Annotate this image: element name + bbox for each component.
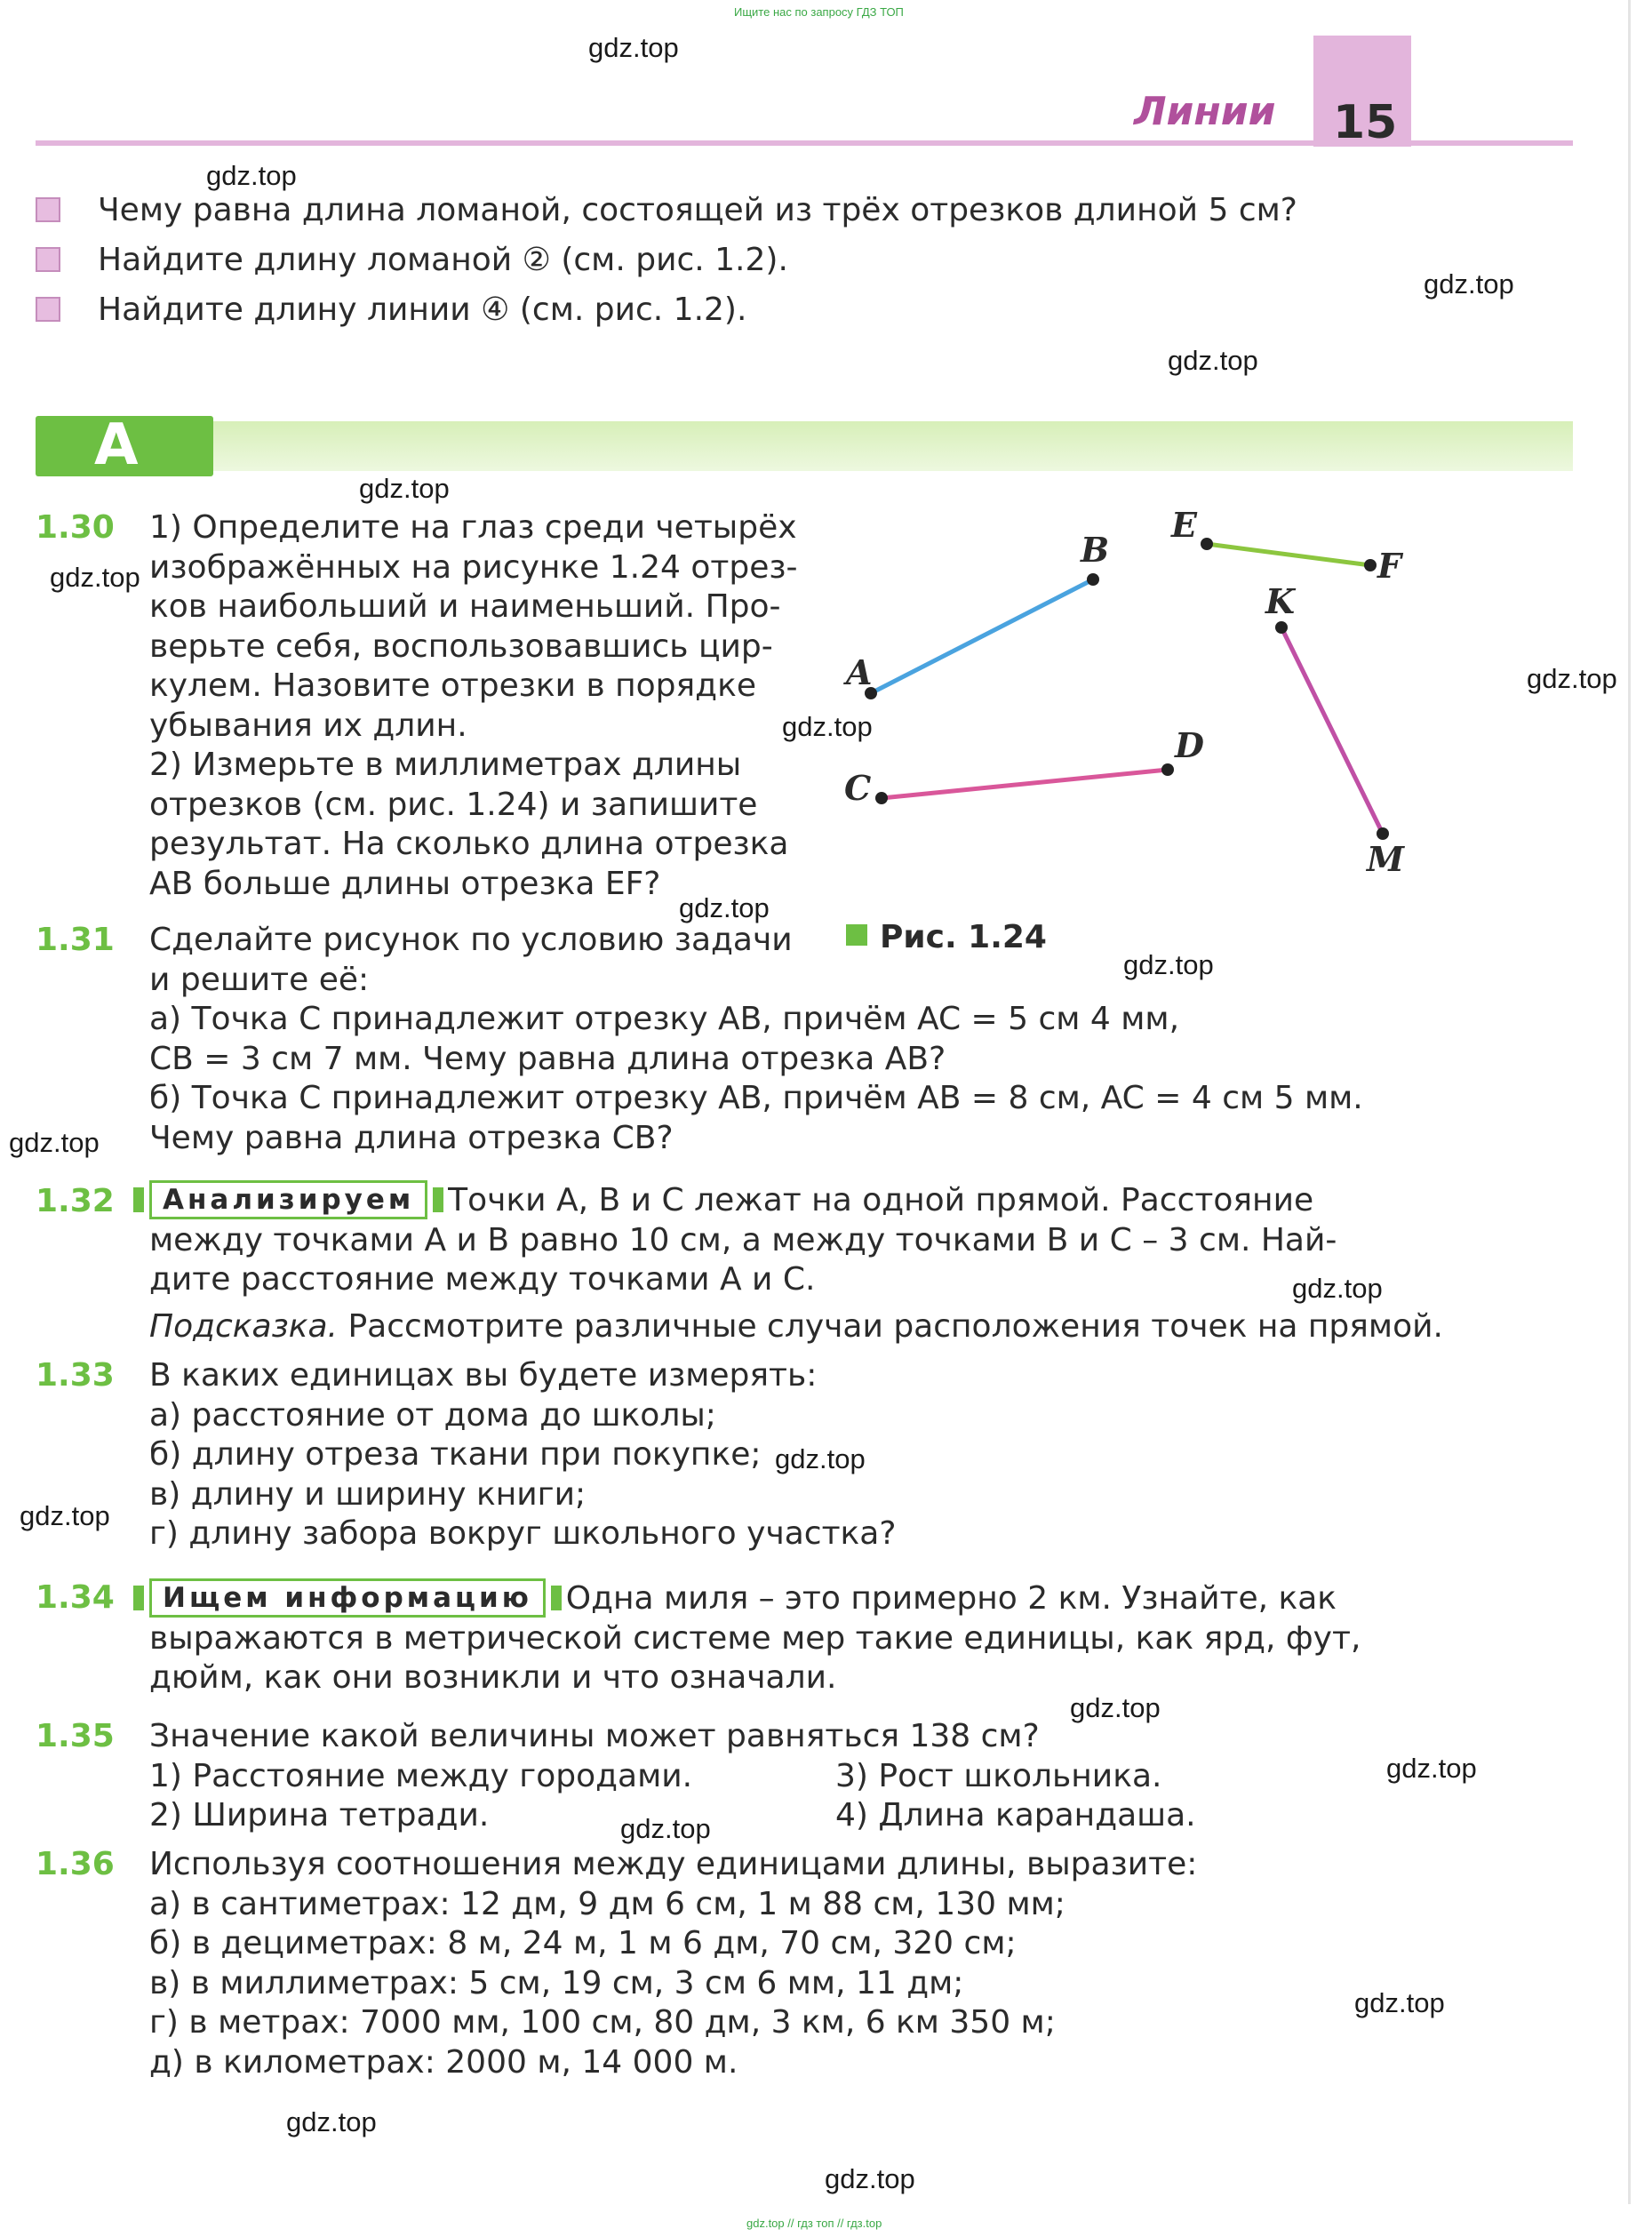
watermark: gdz.top: [679, 892, 770, 923]
watermark: gdz.top: [588, 32, 679, 63]
segment-km: [1281, 627, 1383, 834]
point-m: [1377, 827, 1389, 840]
task-number: 1.32: [36, 1183, 115, 1219]
task-1-32-text: Анализируем Точки A, B и C лежат на одной прямой. Расстояние между точками A и B равно 10 см, а между точками B и C – 3 см. Най- дите расстояние между точками A и C. Подсказка. Рассмотрите различные случаи расположения точек на прямой.: [149, 1182, 1443, 1345]
label-a: A: [846, 652, 873, 692]
task-1-34-text: Ищем информацию Одна миля – это примерно 2 км. Узнайте, как выражаются в метрической системе мер такие единицы, как ярд, фут, дюйм, как они возникли и что означали.: [149, 1580, 1361, 1696]
watermark: gdz.top: [359, 473, 450, 504]
label-m: M: [1367, 839, 1405, 879]
figure-segments: [826, 498, 1448, 889]
task-number: 1.30: [36, 509, 115, 546]
label-e: E: [1171, 505, 1197, 545]
watermark: gdz.top: [50, 562, 140, 593]
task-1-33-text: В каких единицах вы будете измерять: а) расстояние от дома до школы; б) длину отреза ткани при покупке; в) длину и ширину книги; г) длину забора вокруг школьного участка?: [149, 1357, 897, 1552]
task-1-35-question: Значение какой величины может равняться 138 см?: [149, 1718, 1040, 1754]
segment-ab: [871, 579, 1093, 693]
task-1-35-option: 4) Длина карандаша.: [835, 1797, 1196, 1834]
label-d: D: [1175, 725, 1204, 765]
watermark: gdz.top: [1424, 268, 1514, 300]
label-k: K: [1265, 581, 1296, 621]
search-info-tag: Ищем информацию: [149, 1578, 546, 1619]
watermark: gdz.top: [620, 1813, 711, 1844]
intro-question: Найдите длину ломаной ② (см. рис. 1.2).: [98, 242, 788, 278]
segment-cd: [882, 770, 1168, 798]
bullet-square-icon: [36, 197, 60, 222]
segment-ef: [1207, 544, 1370, 565]
page-number: 15: [1333, 96, 1398, 149]
watermark: gdz.top: [775, 1443, 866, 1474]
hint-text: Рассмотрите различные случаи расположения точек на прямой.: [347, 1307, 1443, 1345]
point-d: [1161, 763, 1174, 776]
bullet-square-icon: [36, 247, 60, 272]
watermark: gdz.top: [782, 711, 873, 742]
task-1-35-option: 1) Расстояние между городами.: [149, 1758, 693, 1794]
chapter-title: Линии: [1134, 89, 1276, 134]
task-1-31-text: Сделайте рисунок по условию задачи и решите её: а) Точка C принадлежит отрезку AB, причём AC = 5 см 4 мм, CB = 3 см 7 мм. Чему равна длина отрезка AB? б) Точка C принадлежит отрезку AB, причём AB = 8 см, AC = 4 см 5 мм. Чему равна длина отрезка CB?: [149, 922, 1363, 1156]
footer-note: gdz.top // гдз топ // гдз.top: [746, 2217, 882, 2230]
task-1-35-option: 3) Рост школьника.: [835, 1758, 1162, 1794]
intro-question: Найдите длину линии ④ (см. рис. 1.2).: [98, 292, 747, 328]
task-1-36-text: Используя соотношения между единицами длины, выразите: а) в сантиметрах: 12 дм, 9 дм 6 см, 1 м 88 см, 130 мм; б) в дециметрах: 8 м, 24 м, 1 м 6 дм, 70 см, 320 см; в) в миллиметрах: 5 см, 19 см, 3 см 6 мм, 11 дм; г) в метрах: 7000 мм, 100 см, 80 дм, 3 км, 6 км 350 м; д) в километрах: 2000 м, 14 000 м.: [149, 1846, 1198, 2081]
watermark: gdz.top: [1123, 949, 1214, 980]
point-e: [1201, 538, 1213, 550]
point-f: [1364, 559, 1377, 571]
watermark: gdz.top: [1292, 1273, 1383, 1304]
top-note: Ищите нас по запросу ГДЗ ТОП: [734, 5, 904, 19]
hint-label: Подсказка.: [149, 1307, 338, 1345]
task-1-30-text: 1) Определите на глаз среди четырёх изображённых на рисунке 1.24 отрез- ков наибольший и наименьший. Про- верьте себя, воспользовавшись цир- кулем. Назовите отрезки в порядке убывания их длин. 2) Измерьте в миллиметрах длины отрезков (см. рис. 1.24) и запишите результат. На сколько длина отрезка AB больше длины отрезка EF?: [149, 509, 798, 902]
point-c: [875, 792, 888, 804]
watermark: gdz.top: [1354, 1987, 1445, 2018]
page-edge: [1628, 0, 1631, 2204]
analyze-tag: Анализируем: [149, 1180, 427, 1221]
watermark: gdz.top: [20, 1500, 110, 1531]
watermark: gdz.top: [1386, 1753, 1477, 1784]
label-b: B: [1081, 530, 1110, 570]
watermark: gdz.top: [206, 160, 297, 191]
task-number: 1.34: [36, 1579, 115, 1616]
task-number: 1.36: [36, 1846, 115, 1882]
watermark: gdz.top: [1070, 1692, 1161, 1723]
watermark: gdz.top: [825, 2163, 915, 2194]
bullet-square-icon: [36, 297, 60, 322]
watermark: gdz.top: [1168, 345, 1258, 376]
task-number: 1.31: [36, 922, 115, 958]
task-number: 1.35: [36, 1718, 115, 1754]
point-k: [1275, 621, 1288, 634]
label-c: C: [844, 768, 872, 808]
watermark: gdz.top: [9, 1127, 100, 1158]
watermark: gdz.top: [1527, 663, 1617, 694]
figure-caption: Рис. 1.24: [846, 919, 1047, 955]
point-b: [1087, 573, 1099, 586]
task-number: 1.33: [36, 1357, 115, 1394]
label-f: F: [1377, 546, 1401, 586]
task-1-35-option: 2) Ширина тетради.: [149, 1797, 490, 1834]
section-band: [36, 421, 1573, 471]
watermark: gdz.top: [286, 2106, 377, 2137]
intro-question: Чему равна длина ломаной, состоящей из трёх отрезков длиной 5 см?: [98, 192, 1297, 228]
section-label: A: [36, 416, 213, 476]
